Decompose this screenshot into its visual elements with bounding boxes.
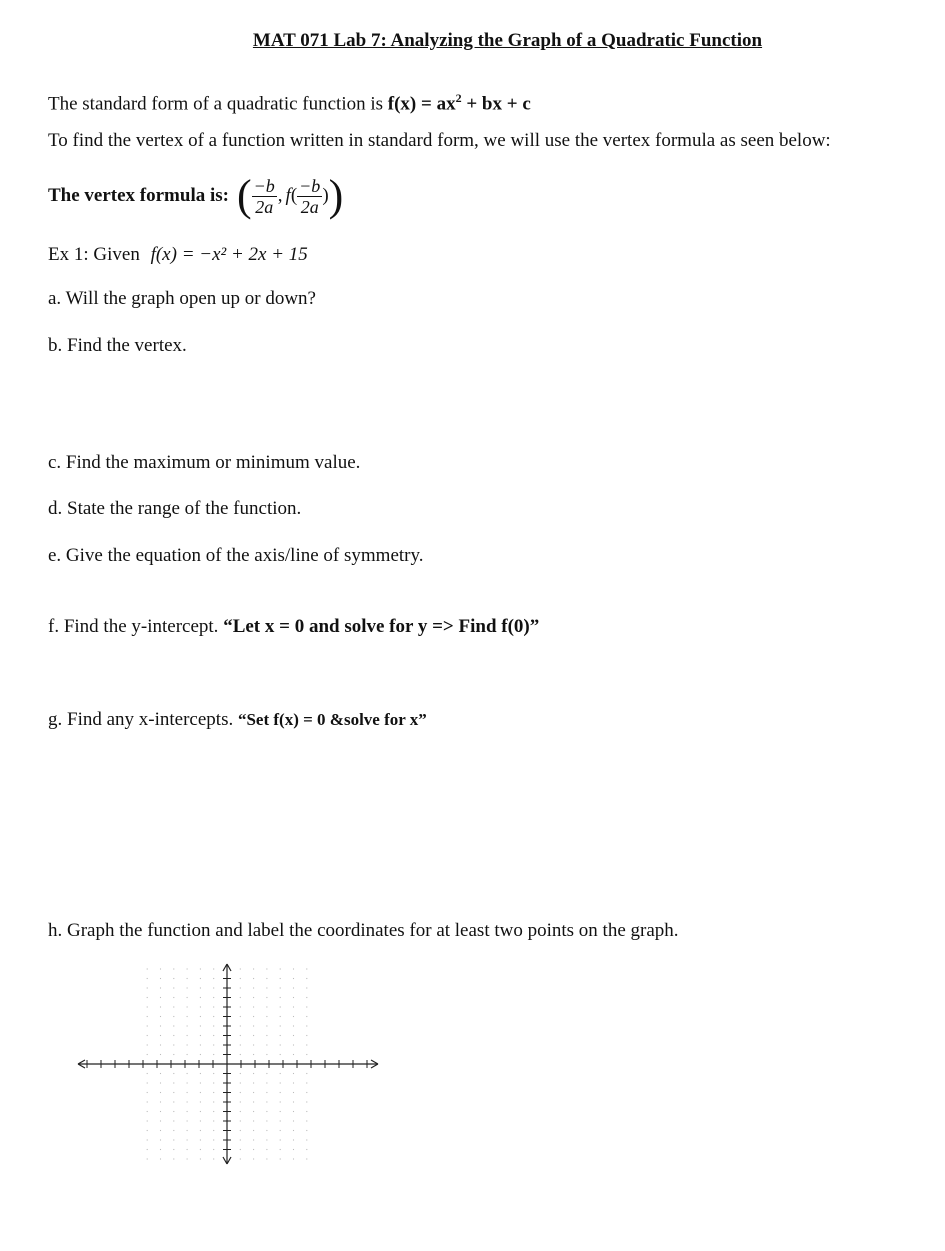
grid-dot xyxy=(240,997,241,998)
grid-dot xyxy=(187,1139,188,1140)
grid-dot xyxy=(253,978,254,979)
grid-dot xyxy=(306,1025,307,1026)
grid-dot xyxy=(160,1149,161,1150)
grid-dot xyxy=(240,1139,241,1140)
grid-dot xyxy=(240,1044,241,1045)
grid-dot xyxy=(213,1006,214,1007)
grid-dot xyxy=(306,1111,307,1112)
grid-dot xyxy=(187,978,188,979)
grid-dot xyxy=(253,1044,254,1045)
grid-dot xyxy=(147,1120,148,1121)
grid-dot xyxy=(213,968,214,969)
grid-dot xyxy=(147,1111,148,1112)
grid-dot xyxy=(293,1073,294,1074)
question-b: b. Find the vertex. xyxy=(48,335,187,356)
grid-dot xyxy=(306,1120,307,1121)
grid-dot xyxy=(200,1158,201,1159)
grid-dot xyxy=(306,1158,307,1159)
grid-dot xyxy=(253,1101,254,1102)
grid-dot xyxy=(266,1139,267,1140)
grid-dot xyxy=(306,978,307,979)
grid-dot xyxy=(280,1054,281,1055)
grid-dot xyxy=(200,1006,201,1007)
grid-dot xyxy=(280,1130,281,1131)
grid-dot xyxy=(173,997,174,998)
fraction-x-numerator: −b xyxy=(253,175,275,196)
grid-dot xyxy=(293,1025,294,1026)
grid-dot xyxy=(160,1035,161,1036)
grid-dot xyxy=(213,1149,214,1150)
grid-dot xyxy=(280,1082,281,1083)
grid-dot xyxy=(240,1120,241,1121)
grid-dot xyxy=(147,1006,148,1007)
standard-form-exp: 2 xyxy=(455,91,462,105)
grid-dot xyxy=(253,1054,254,1055)
grid-dot xyxy=(160,1092,161,1093)
grid-dot xyxy=(200,1073,201,1074)
grid-dot xyxy=(147,1139,148,1140)
fraction-y-denominator: 2a xyxy=(300,196,319,217)
grid-dot xyxy=(147,1035,148,1036)
grid-dot xyxy=(173,1092,174,1093)
grid-dot xyxy=(187,1035,188,1036)
question-c: c. Find the maximum or minimum value. xyxy=(48,452,361,473)
grid-dot xyxy=(160,968,161,969)
grid-dot xyxy=(266,997,267,998)
grid-dot xyxy=(240,1101,241,1102)
grid-dot xyxy=(160,1044,161,1045)
grid-dot xyxy=(293,1082,294,1083)
grid-dot xyxy=(266,1082,267,1083)
grid-dot xyxy=(173,968,174,969)
grid-dot xyxy=(147,1130,148,1131)
grid-dot xyxy=(187,1082,188,1083)
grid-dot xyxy=(160,1158,161,1159)
grid-dot xyxy=(280,1120,281,1121)
grid-dot xyxy=(253,1158,254,1159)
grid-dot xyxy=(266,1044,267,1045)
fraction-y-numerator: −b xyxy=(299,175,321,196)
grid-dot xyxy=(266,968,267,969)
grid-dot xyxy=(187,987,188,988)
standard-form-f: f(x) = ax xyxy=(387,93,456,115)
grid-dot xyxy=(266,978,267,979)
grid-dot xyxy=(280,1025,281,1026)
grid-dot xyxy=(306,968,307,969)
standard-form-line xyxy=(48,91,531,115)
grid-dot xyxy=(187,1006,188,1007)
grid-dot xyxy=(173,1035,174,1036)
grid-dot xyxy=(213,1120,214,1121)
grid-dot xyxy=(266,1158,267,1159)
grid-dot xyxy=(160,1111,161,1112)
grid-dot xyxy=(160,987,161,988)
grid-dot xyxy=(306,1073,307,1074)
grid-dot xyxy=(240,1149,241,1150)
grid-dot xyxy=(293,1149,294,1150)
question-g xyxy=(48,709,427,731)
question-f-hint: “Let x = 0 and solve for y => Find f(0)” xyxy=(223,616,540,637)
grid-dot xyxy=(253,1092,254,1093)
grid-dot xyxy=(293,968,294,969)
grid-dot xyxy=(160,1139,161,1140)
grid-dot xyxy=(187,1111,188,1112)
fraction-x-denominator: 2a xyxy=(255,196,274,217)
grid-dot xyxy=(293,1139,294,1140)
grid-dot xyxy=(187,1016,188,1017)
grid-dot xyxy=(173,1139,174,1140)
grid-dot xyxy=(280,1139,281,1140)
grid-dot xyxy=(200,1082,201,1083)
grid-dot xyxy=(160,1120,161,1121)
grid-dot xyxy=(253,1025,254,1026)
grid-dot xyxy=(253,1120,254,1121)
grid-dot xyxy=(147,1016,148,1017)
grid-dot xyxy=(306,997,307,998)
grid-dot xyxy=(266,1120,267,1121)
grid-dot xyxy=(173,1101,174,1102)
grid-dot xyxy=(293,978,294,979)
question-g-text: g. Find any x-intercepts. xyxy=(48,709,238,730)
grid-dot xyxy=(306,987,307,988)
grid-dot xyxy=(306,1035,307,1036)
grid-dot xyxy=(253,1073,254,1074)
standard-form-rest: + bx + c xyxy=(461,93,531,115)
grid-dot xyxy=(147,1054,148,1055)
grid-dot xyxy=(213,1111,214,1112)
grid-dot xyxy=(266,1111,267,1112)
question-h: h. Graph the function and label the coordinates for at least two points on the graph. xyxy=(48,920,679,941)
grid-dot xyxy=(293,1158,294,1159)
grid-dot xyxy=(253,968,254,969)
grid-dot xyxy=(280,1149,281,1150)
grid-dot xyxy=(240,987,241,988)
grid-dot xyxy=(213,987,214,988)
grid-dot xyxy=(266,987,267,988)
grid-dot xyxy=(240,1082,241,1083)
grid-dot xyxy=(280,1035,281,1036)
grid-dot xyxy=(200,1044,201,1045)
grid-dot xyxy=(293,1092,294,1093)
grid-dot xyxy=(200,1035,201,1036)
grid-dot xyxy=(266,1092,267,1093)
grid-dot xyxy=(306,1130,307,1131)
grid-dot xyxy=(240,1111,241,1112)
grid-dot xyxy=(187,1044,188,1045)
grid-dot xyxy=(280,1101,281,1102)
grid-dot xyxy=(200,1054,201,1055)
grid-dot xyxy=(293,1054,294,1055)
grid-dot xyxy=(253,1082,254,1083)
grid-dot xyxy=(280,1111,281,1112)
grid-dot xyxy=(187,1120,188,1121)
grid-dot xyxy=(200,1025,201,1026)
grid-dot xyxy=(213,1016,214,1017)
grid-dot xyxy=(240,978,241,979)
grid-dot xyxy=(187,968,188,969)
grid-dot xyxy=(213,1025,214,1026)
grid-dot xyxy=(280,1073,281,1074)
grid-dot xyxy=(266,1130,267,1131)
question-e: e. Give the equation of the axis/line of symmetry. xyxy=(48,545,424,566)
grid-dot xyxy=(266,1054,267,1055)
grid-dot xyxy=(280,997,281,998)
grid-dot xyxy=(200,978,201,979)
grid-dot xyxy=(293,1006,294,1007)
question-f-text: f. Find the y-intercept. xyxy=(48,616,224,637)
grid-dot xyxy=(160,997,161,998)
left-paren: ( xyxy=(236,171,252,220)
grid-dot xyxy=(173,1025,174,1026)
grid-dot xyxy=(306,1101,307,1102)
grid-dot xyxy=(240,1016,241,1017)
grid-dot xyxy=(173,1082,174,1083)
grid-dot xyxy=(213,997,214,998)
grid-dot xyxy=(173,1073,174,1074)
grid-dot xyxy=(147,968,148,969)
grid-dot xyxy=(147,978,148,979)
grid-dot xyxy=(266,1035,267,1036)
grid-dot xyxy=(160,1025,161,1026)
grid-dot xyxy=(240,1130,241,1131)
grid-dot xyxy=(147,1044,148,1045)
grid-dot xyxy=(147,997,148,998)
grid-dot xyxy=(280,968,281,969)
grid-dot xyxy=(160,1006,161,1007)
grid-dot xyxy=(173,1006,174,1007)
grid-dot xyxy=(187,1101,188,1102)
grid-dot xyxy=(266,1025,267,1026)
grid-dot xyxy=(173,1149,174,1150)
question-f xyxy=(48,616,539,638)
grid-dot xyxy=(293,1111,294,1112)
grid-dot xyxy=(253,1035,254,1036)
grid-dot xyxy=(213,1101,214,1102)
grid-dot xyxy=(266,1016,267,1017)
grid-dot xyxy=(173,1044,174,1045)
grid-dot xyxy=(200,1111,201,1112)
fraction-y xyxy=(297,176,322,217)
grid-dot xyxy=(160,1073,161,1074)
question-g-hint: “Set f(x) = 0 &solve for x” xyxy=(237,710,427,729)
grid-dot xyxy=(293,987,294,988)
grid-dot xyxy=(160,978,161,979)
grid-dot xyxy=(160,1082,161,1083)
grid-dot xyxy=(266,1149,267,1150)
grid-dot xyxy=(187,1054,188,1055)
grid-dot xyxy=(240,1092,241,1093)
grid-dot xyxy=(293,1044,294,1045)
grid-dot xyxy=(187,1073,188,1074)
grid-dot xyxy=(200,1149,201,1150)
grid-dot xyxy=(147,1082,148,1083)
grid-dot xyxy=(147,1025,148,1026)
grid-dot xyxy=(293,1016,294,1017)
grid-dot xyxy=(266,1006,267,1007)
vertex-intro-text: To find the vertex of a function written in standard form, we will use the vertex formula as seen below: xyxy=(48,130,831,151)
grid-dot xyxy=(306,1016,307,1017)
grid-dot xyxy=(253,1016,254,1017)
grid-dot xyxy=(280,1016,281,1017)
grid-dot xyxy=(306,1149,307,1150)
grid-dot xyxy=(200,1139,201,1140)
grid-dot xyxy=(187,1092,188,1093)
grid-dot xyxy=(187,997,188,998)
vertex-formula: The vertex formula is: ( $\frac{-b}{2a}$ , f ( $\frac{-b}{2a}$ ) ) xyxy=(48,171,344,220)
grid-dot xyxy=(213,1044,214,1045)
grid-dot xyxy=(200,1120,201,1121)
grid-dot xyxy=(253,1130,254,1131)
grid-dot xyxy=(173,1054,174,1055)
grid-dot xyxy=(293,997,294,998)
grid-dot xyxy=(213,1158,214,1159)
grid-dot xyxy=(147,1158,148,1159)
grid-dot xyxy=(173,1111,174,1112)
grid-dot xyxy=(213,1082,214,1083)
grid-dot xyxy=(280,1158,281,1159)
grid-dot xyxy=(200,987,201,988)
coordinate-grid xyxy=(74,960,384,1175)
grid-dot xyxy=(280,1092,281,1093)
example-label: Ex 1: Given xyxy=(48,244,140,265)
grid-dot xyxy=(147,1092,148,1093)
grid-dot xyxy=(253,997,254,998)
grid-dot xyxy=(187,1025,188,1026)
grid-dot xyxy=(240,1025,241,1026)
grid-dot xyxy=(200,1016,201,1017)
grid-dot xyxy=(160,1101,161,1102)
grid-dot xyxy=(306,1006,307,1007)
grid-dot xyxy=(200,1101,201,1102)
grid-dot xyxy=(147,987,148,988)
grid-dot xyxy=(280,978,281,979)
grid-dot xyxy=(253,987,254,988)
grid-dot xyxy=(187,1149,188,1150)
coordinate-grid-svg xyxy=(74,960,384,1170)
grid-dot xyxy=(160,1130,161,1131)
grid-dot xyxy=(147,1101,148,1102)
function-name: f xyxy=(285,185,291,206)
grid-dot xyxy=(173,1158,174,1159)
grid-dot xyxy=(266,1073,267,1074)
fraction-x xyxy=(252,176,277,217)
grid-dot xyxy=(280,1044,281,1045)
grid-dot xyxy=(213,978,214,979)
grid-dot xyxy=(240,1054,241,1055)
grid-dot xyxy=(173,1016,174,1017)
grid-dot xyxy=(213,1092,214,1093)
grid-dot xyxy=(293,1130,294,1131)
grid-dot xyxy=(147,1073,148,1074)
grid-dot xyxy=(187,1158,188,1159)
grid-dot xyxy=(147,1149,148,1150)
question-a: a. Will the graph open up or down? xyxy=(48,288,316,309)
grid-dot xyxy=(240,1158,241,1159)
right-paren: ) xyxy=(328,171,344,220)
grid-dot xyxy=(160,1016,161,1017)
grid-dot xyxy=(160,1054,161,1055)
grid-dot xyxy=(293,1101,294,1102)
grid-dot xyxy=(306,1139,307,1140)
grid-dot xyxy=(280,987,281,988)
grid-dot xyxy=(200,1092,201,1093)
grid-dot xyxy=(187,1130,188,1131)
grid-dot xyxy=(306,1054,307,1055)
grid-dot xyxy=(293,1120,294,1121)
example-line xyxy=(48,244,308,266)
grid-dot xyxy=(306,1082,307,1083)
vertex-formula-label: The vertex formula is: xyxy=(48,185,229,206)
page-title: MAT 071 Lab 7: Analyzing the Graph of a Quadratic Function xyxy=(252,30,763,51)
grid-dot xyxy=(200,997,201,998)
grid-dot xyxy=(213,1035,214,1036)
grid-dot xyxy=(253,1006,254,1007)
grid-dot xyxy=(200,968,201,969)
grid-dot xyxy=(240,1073,241,1074)
grid-dot xyxy=(200,1130,201,1131)
grid-dot xyxy=(306,1092,307,1093)
grid-dot xyxy=(213,1073,214,1074)
grid-dot xyxy=(253,1139,254,1140)
grid-dot xyxy=(306,1044,307,1045)
grid-dot xyxy=(253,1149,254,1150)
grid-dot xyxy=(173,1120,174,1121)
grid-dot xyxy=(240,1035,241,1036)
standard-form-prefix: The standard form of a quadratic function is xyxy=(48,93,388,115)
grid-dot xyxy=(213,1139,214,1140)
grid-dot xyxy=(173,978,174,979)
question-d: d. State the range of the function. xyxy=(48,498,302,519)
grid-dot xyxy=(293,1035,294,1036)
grid-dot xyxy=(240,968,241,969)
grid-dot xyxy=(173,1130,174,1131)
grid-dot xyxy=(240,1006,241,1007)
grid-dot xyxy=(213,1130,214,1131)
grid-dot xyxy=(173,987,174,988)
grid-dot xyxy=(266,1101,267,1102)
grid-dot xyxy=(213,1054,214,1055)
grid-dot xyxy=(253,1111,254,1112)
example-function: f(x) = −x² + 2x + 15 xyxy=(150,244,308,265)
grid-dot xyxy=(280,1006,281,1007)
